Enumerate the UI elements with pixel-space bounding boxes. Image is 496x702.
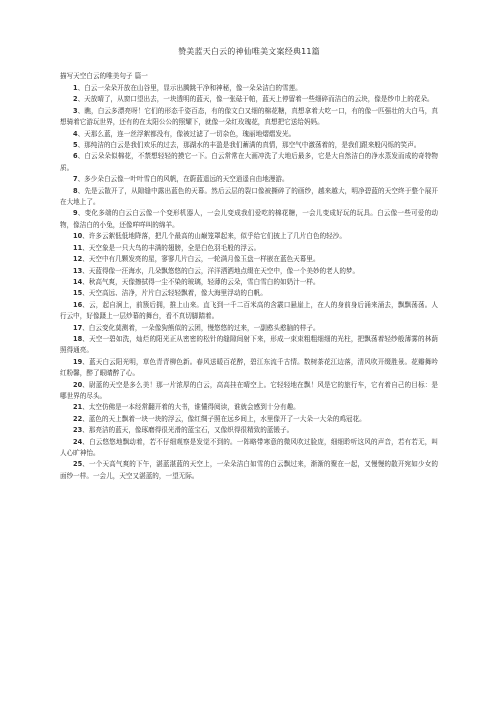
- paragraph-text: 、先是云散开了，从隙缝中露出蓝色的天幕。然后云层的裂口像被撕碎了的画纱，越来越大，明净碧蓝的天空终于整个展开在大地上了。: [60, 186, 438, 207]
- paragraph-number: 7: [73, 175, 78, 184]
- paragraph: [60, 323, 438, 334]
- paragraph-number: 1: [73, 84, 78, 92]
- paragraph: [60, 288, 438, 299]
- paragraph: [60, 174, 438, 185]
- paragraph-list: [60, 83, 438, 482]
- paragraph-number: 12: [73, 255, 83, 264]
- paragraph-number: 4: [73, 129, 78, 138]
- paragraph: [60, 243, 438, 254]
- paragraph-number: 19: [73, 357, 83, 366]
- paragraph-text: 、蓝天白云阳光明，草色青青柳色新。春风送暖百花醉，碧江东流千古情。数树茶花江边落，清风吹开缀胜景。花瓣舞吟红粉馨，醉了眼睛醉了心。: [60, 357, 438, 378]
- paragraph-text: 、天空一碧如洗，灿烂的阳光正从密密的松针的缝隙间射下来，形成一束束粗粗细细的光柱，把飘荡着轻纱般薄雾的林荫照得通亮。: [60, 334, 438, 355]
- paragraph-number: 16: [73, 300, 83, 309]
- paragraph: [60, 140, 438, 151]
- paragraph: [60, 129, 438, 140]
- paragraph: [60, 437, 438, 460]
- paragraph-text: 、那纯洁的白云是我们欢乐的过去，那湖水的丰盈是我们蓄满的真情，那空气中激荡着的，是我们跟来般闪烁的笑声。: [77, 141, 421, 150]
- paragraph: [60, 425, 438, 436]
- paragraph-number: 20: [73, 380, 83, 389]
- paragraph: [60, 357, 438, 380]
- paragraph: [60, 402, 438, 413]
- paragraph-text: 、天空象是一只大鸟的丰满的翅膀，全是白色羽毛般的浮云。: [82, 243, 261, 252]
- document-title: 赞美蓝天白云的神仙唯美文案经典11篇: [178, 47, 320, 56]
- paragraph-number: 9: [73, 209, 78, 218]
- paragraph-text: 、白云朵朵似棉花，不禁想轻轻的摸它一下。白云常常在大画冲洗了大地后最多，它是大自然洁白的净水蒸发而成的奇特物质。: [60, 152, 438, 172]
- paragraph: [60, 380, 438, 403]
- paragraph-number: 5: [73, 141, 78, 150]
- paragraph-text: 、变化多端的白云白云像一个变形机器人，一会儿变成我们爱吃的棉花糖，一会儿变成好玩的玩具。白云像一些可爱的动物，像洁白的小兔，还像咩咩叫的绵羊。: [60, 209, 438, 229]
- paragraph-text: 、天放晴了，从窗口望出去，一块透明的蓝天，像一张砝于帕，蓝天上停留着一些细碎而洁白的云块，像是纱巾上的花朵。: [77, 95, 434, 104]
- paragraph-text: 、那亮洁的蓝天，像琢磨得很光滑的蓝宝石，又像织得很精致的蓝锻子。: [82, 426, 294, 435]
- paragraph-text: 、太空仿佛是一本经常翻开着的大书，谁懂得阅读，谁就会感到十分有趣。: [82, 403, 300, 412]
- paragraph: [60, 334, 438, 357]
- paragraph-text: 、天空高远、洁净，片片白云轻轻飘着，像大海里浮动的白帆。: [82, 289, 267, 298]
- section-heading: 描写天空白云的唯美句子 篇一: [60, 72, 148, 80]
- paragraph-text: 、白云变化莫测着，一朵像狗熊似的云团，慢悠悠的过来，一副憨头憨脑的样子。: [82, 323, 320, 332]
- paragraph-number: 3: [73, 106, 78, 115]
- paragraph-number: 17: [73, 323, 83, 332]
- paragraph: [60, 106, 438, 129]
- paragraph-text: 、云，起自涧上，前簇后拥，推上山来。直飞到一千二百米高的含霰口悬崖上，在人的身前身后涌来涌去，飘飘荡荡。人行云中，好像蹑上一层炒幕的舞台，看不真切脚踏着。: [60, 300, 438, 321]
- paragraph-text: 、一个天高气爽的下午，湛蓝湛蓝的天空上，一朵朵洁白如雪的白云飘过来，渐渐的聚在一起，又慢慢的散开宛如少女的面纱一样。一会儿，天空又湛蓝的，一望无际。: [60, 460, 438, 480]
- paragraph-text: 、天那么蓝，连一丝浮絮都没有，像被过滤了一切杂色，瑰丽地熠熠发光。: [77, 129, 296, 138]
- paragraph: [60, 94, 438, 105]
- paragraph: [60, 459, 438, 482]
- paragraph-number: 24: [73, 437, 83, 446]
- paragraph-text: 、天空中有几颗发亮的星，寥寥几片白云，一轮满月像玉盘一样嵌在蓝色天幕里。: [82, 255, 320, 264]
- paragraph-text: 、瞧，白云多漂亮呀！它们的形态千姿百态，有的像文白又细的棉花糖，真想拿着大吃一口，有的像一匹强壮的大白马，真想骑着它游玩世界，还有的在太阳公公的照耀下，就像一朵红玫瑰花，真想把它送给妈妈。: [60, 106, 438, 127]
- paragraph-number: 8: [73, 186, 78, 195]
- paragraph-number: 23: [73, 426, 83, 435]
- paragraph: [60, 186, 438, 209]
- paragraph: [60, 254, 438, 265]
- paragraph-number: 6: [73, 152, 78, 161]
- paragraph-number: 25: [73, 460, 83, 469]
- paragraph-text: 、白云悠悠地飘动着，若不仔细观察是发觉不到的。一阵略带寒意的微风吹过脸庞，细细聆听这风的声音，若有若无，叫人心旷神怡。: [60, 437, 438, 457]
- paragraph: [60, 208, 438, 231]
- paragraph-text: 、蓝色的天上飘着一块一块的浮云，像红绸子照在远乡间上，水里像开了一大朵一大朵的鸡冠花。: [82, 414, 366, 423]
- paragraph-number: 21: [73, 403, 83, 412]
- paragraph-text: 、天蓝得像一汪海水，几朵飘悠悠的白云，洋洋洒洒地点缀在天空中，像一个美妙的老人的梦。: [82, 266, 360, 275]
- paragraph-number: 15: [73, 289, 83, 298]
- paragraph: [60, 231, 438, 242]
- paragraph: [60, 266, 438, 277]
- paragraph-number: 13: [73, 266, 83, 275]
- paragraph: [60, 414, 438, 425]
- paragraph: [60, 300, 438, 323]
- paragraph-number: 22: [73, 414, 83, 423]
- paragraph: [60, 151, 438, 174]
- paragraph-number: 18: [73, 334, 83, 343]
- paragraph-text: 、尉蓝的天空是多么美！那一片浓厚的白云，高高挂在晴空上。它轻轻地在飘！风是它的旅行车，它有着自己的目标：是哪世界的尽头。: [60, 380, 438, 400]
- paragraph: [60, 83, 438, 94]
- paragraph-number: 2: [73, 95, 78, 104]
- paragraph-text: 、白云一朵朵开放在山谷里，显示出腾跳干净和神秘，像一朵朵洁白的雪莲。: [77, 84, 302, 92]
- paragraph-number: 11: [73, 243, 83, 252]
- paragraph-text: 、秋高气爽，天像擦拭得一尘不染的玻璃，轻薄的云朵，雪白雪白的如奶汁一样。: [82, 277, 320, 286]
- paragraph: [60, 277, 438, 288]
- paragraph-text: 、多少朵白云像一叶叶雪白的风帆，在蔚蓝遥远的天空逍遥自由地漫游。: [77, 175, 289, 184]
- paragraph-number: 14: [73, 277, 83, 286]
- paragraph-text: 、许多云絮低低地降落，把几个最高的山巅笼罩起来，似乎给它们披上了几片白色的轻沙。: [82, 232, 346, 241]
- paragraph-number: 10: [73, 232, 83, 241]
